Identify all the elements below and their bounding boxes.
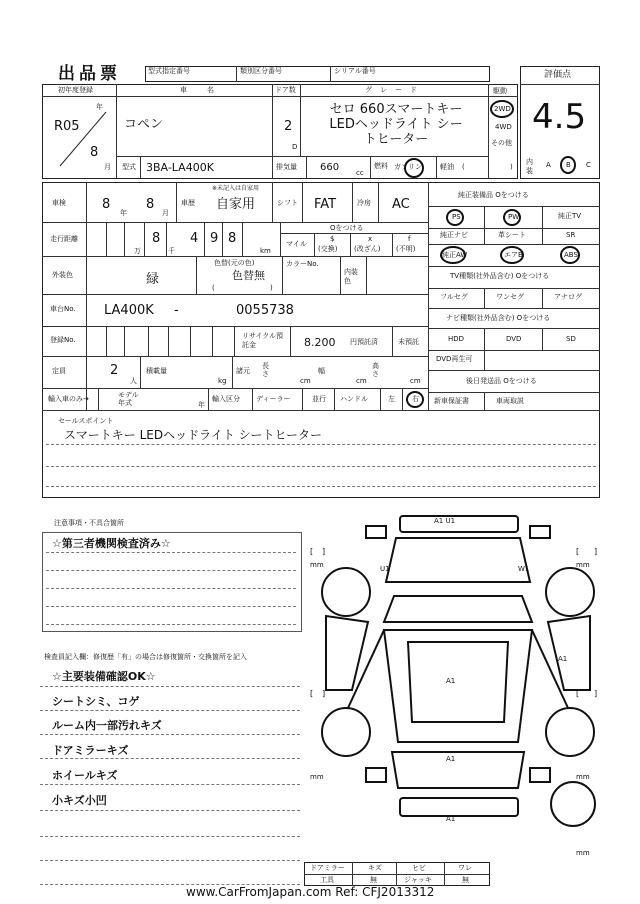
fuel-circle — [404, 158, 424, 178]
equip-label: 純正装備品 Oをつける — [458, 191, 529, 199]
equip-aw-circle — [440, 246, 466, 264]
diagram-right-front-mark: W1 — [518, 565, 530, 573]
svg-text:]: ] — [322, 689, 326, 698]
ac-value: AC — [392, 197, 410, 212]
rating-label: 評価点 — [544, 70, 572, 80]
grade-label: グレード — [365, 86, 425, 94]
notes-line-1: ☆第三者機関検査済み☆ — [52, 537, 171, 550]
svg-text:]: ] — [322, 547, 326, 556]
exterior-value: 緑 — [146, 272, 160, 287]
svg-text:]: ] — [594, 689, 598, 698]
shaken-month: 8 — [146, 197, 155, 212]
class-number-label: 類別区分番号 — [240, 67, 282, 75]
chassis-number: 0055738 — [236, 303, 294, 318]
diagram-top-mark: A1 U1 — [434, 517, 456, 525]
repaint-value: 色替無 — [232, 269, 265, 282]
capacity-label: 定員 — [52, 367, 66, 375]
doors-label: ドア数 — [275, 86, 296, 94]
svg-text:[: [ — [576, 547, 580, 556]
sales-value: スマートキー LEDヘッドライト シートヒーター — [64, 428, 323, 442]
drive-2wd-circle — [490, 100, 514, 118]
handle-right-circle — [406, 391, 424, 408]
mileage-digit-1: 8 — [152, 231, 161, 246]
shaken-label: 車検 — [52, 199, 66, 207]
light-oil-label: 軽油 — [440, 163, 454, 171]
model-label: 型式 — [122, 163, 136, 171]
diagram-right-side-mark: A1 — [558, 655, 568, 663]
sales-label: セールスポイント — [58, 417, 114, 425]
serial-label: シリアル番号 — [334, 67, 376, 75]
car-damage-diagram — [308, 512, 608, 832]
equip-pw-circle — [503, 209, 521, 226]
shaken-year: 8 — [102, 197, 111, 212]
capacity-value: 2 — [110, 363, 119, 378]
first-reg-label: 初年度登録 — [58, 86, 93, 94]
diagram-left-front-mark: U1 — [380, 565, 390, 573]
svg-text:[: [ — [310, 547, 314, 556]
diagram-lower-mark: A1 — [446, 755, 456, 763]
header-id-box — [145, 66, 490, 82]
shift-label: シフト — [277, 199, 298, 207]
model-number-label: 型式指定番号 — [148, 67, 190, 75]
diagram-center-mark: A1 — [446, 677, 456, 685]
first-reg-month: 8 — [90, 145, 99, 160]
exterior-label: 外装色 — [52, 271, 73, 279]
car-name-label: 車名 — [180, 86, 234, 94]
shift-value: FAT — [314, 197, 337, 212]
recycle-label: リサイクル預託金 — [242, 332, 284, 349]
mileage-digit-4: 8 — [228, 231, 237, 246]
mileage-digit-2: 4 — [190, 231, 199, 246]
recycle-value: 8.200 — [304, 336, 336, 349]
displacement-value: 660 — [320, 162, 340, 173]
mileage-label: 走行距離 — [50, 235, 78, 243]
history-value: 自家用 — [216, 197, 256, 212]
page-title: 出品票 — [58, 64, 121, 84]
mileage-digit-3: 9 — [210, 231, 219, 246]
car-name: コペン — [124, 117, 164, 132]
model-value: 3BA-LA400K — [146, 161, 214, 174]
equip-abs-circle — [560, 246, 580, 264]
notes-label: 注意事項・不具合箇所 — [54, 519, 124, 527]
inspector-label: 検査員記入欄：修復歴「有」の場合は修復箇所・交換箇所を記入 — [44, 653, 247, 661]
reg-no-label: 登録No. — [50, 336, 76, 344]
fuel-label: 燃料 — [374, 162, 388, 170]
diagram-bottom-mark: A1 — [446, 815, 456, 823]
equip-airbag-circle — [500, 246, 524, 264]
doors-value: 2 — [284, 119, 293, 134]
first-reg-year: R05 — [54, 119, 80, 134]
svg-text:[: [ — [310, 689, 314, 698]
svg-text:]: ] — [594, 547, 598, 556]
date-divider — [56, 110, 116, 170]
interior-b-circle — [560, 156, 576, 174]
equip-ps-circle — [446, 209, 464, 226]
interior-label: 内装 — [526, 158, 533, 175]
drive-label: 駆動 — [493, 87, 507, 95]
chassis-prefix: LA400K — [104, 303, 154, 318]
grade-value: セロ 660スマートキー LEDヘッドライト シートヒーター — [329, 102, 463, 147]
svg-text:[: [ — [576, 689, 580, 698]
chassis-label: 車台No. — [50, 305, 76, 313]
mile-label: マイル — [286, 240, 307, 248]
history-label: 車歴 — [181, 199, 195, 207]
fuel-value: ガソリン — [394, 163, 422, 171]
displacement-label: 排気量 — [276, 163, 297, 171]
footer-watermark: www.CarFromJapan.com Ref: CFJ2013312 — [186, 885, 435, 899]
rating-value: 4.5 — [532, 97, 587, 137]
ac-label: 冷房 — [357, 199, 371, 207]
